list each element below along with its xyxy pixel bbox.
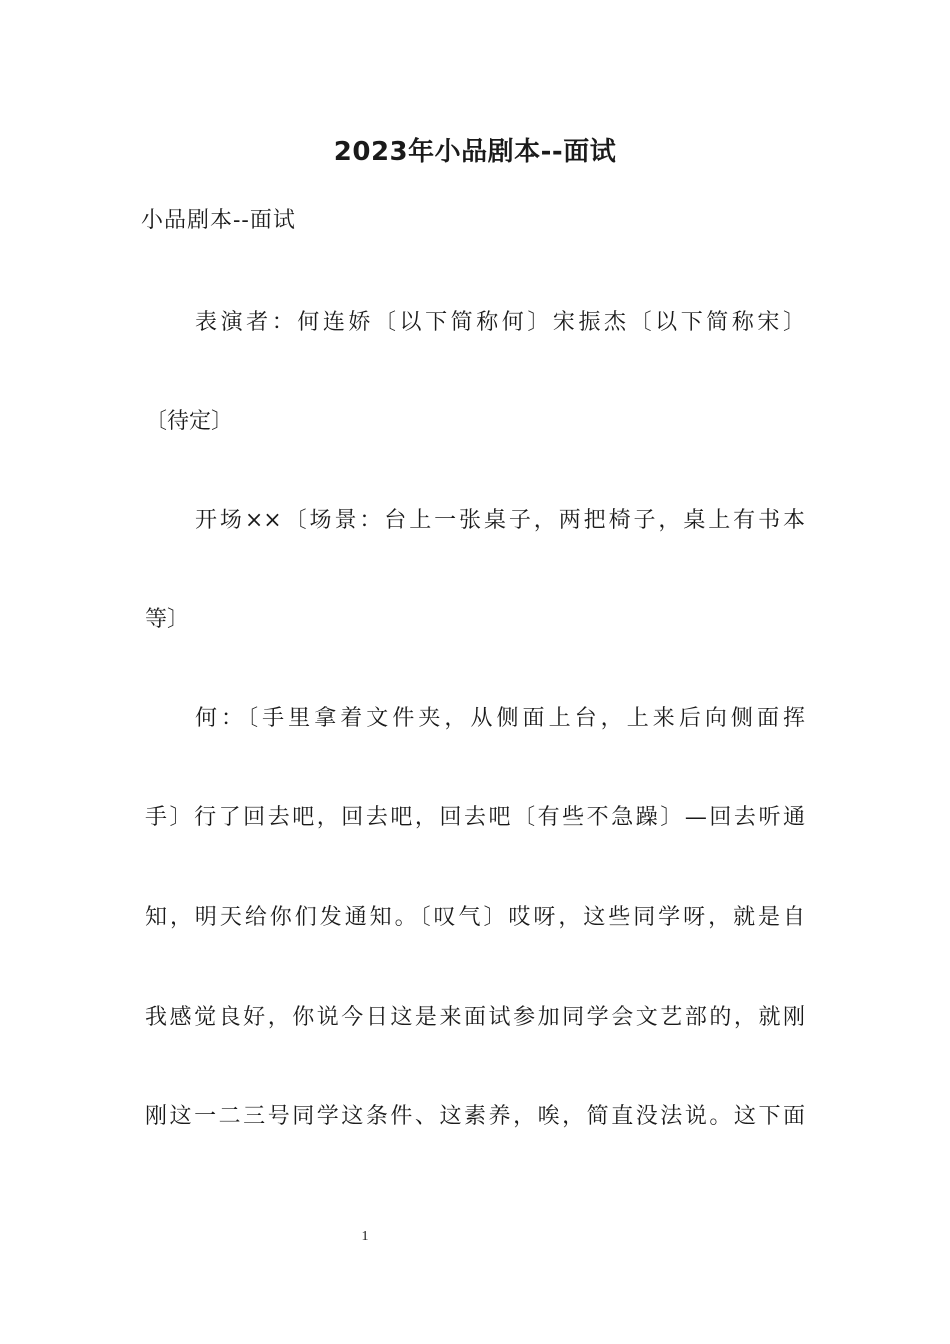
paragraph-line: 何：〔手里拿着文件夹，从侧面上台，上来后向侧面挥 <box>195 706 805 731</box>
paragraph-line: 〔待定〕 <box>145 409 234 434</box>
paragraph-line: 刚这一二三号同学这条件、这素养，唉，简直没法说。这下面 <box>145 1104 805 1129</box>
paragraph-line: 等〕 <box>145 607 190 632</box>
paragraph-line: 手〕行了回去吧，回去吧，回去吧〔有些不急躁〕—回去听通 <box>145 805 805 830</box>
paragraph-line: 表演者：何连娇〔以下简称何〕宋振杰〔以下简称宋〕 <box>195 310 805 335</box>
document-title: 2023年小品剧本--面试 <box>333 137 617 167</box>
paragraph-line: 我感觉良好，你说今日这是来面试参加同学会文艺部的，就刚 <box>145 1005 805 1030</box>
paragraph-line: 知，明天给你们发通知。〔叹气〕哎呀，这些同学呀，就是自 <box>145 905 805 930</box>
page-number: 1 <box>361 1229 369 1244</box>
document-subtitle: 小品剧本--面试 <box>141 208 296 233</box>
paragraph-line: 开场××〔场景：台上一张桌子，两把椅子，桌上有书本 <box>195 508 805 533</box>
